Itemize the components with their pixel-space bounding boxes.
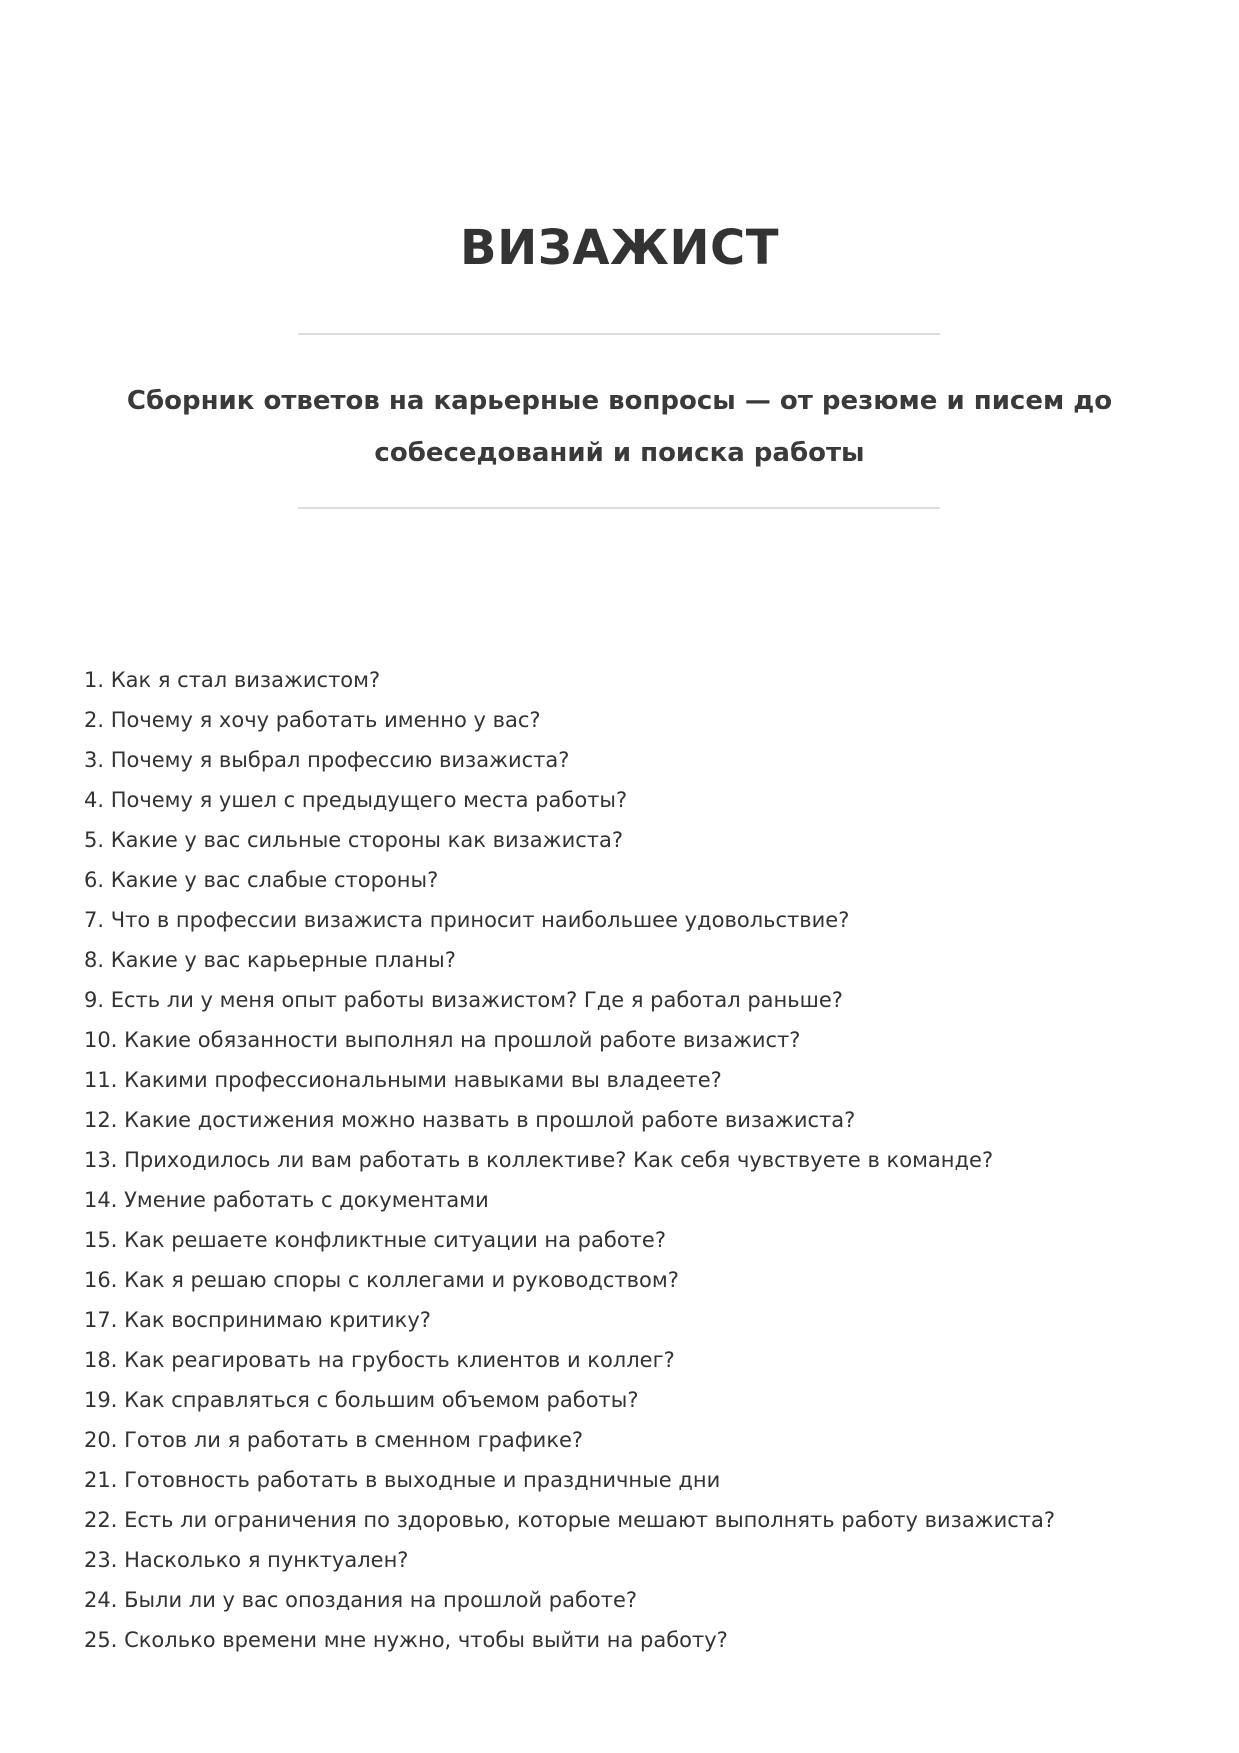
question-item: 20. Готов ли я работать в сменном графике? — [84, 1428, 584, 1452]
question-item: 13. Приходилось ли вам работать в коллективе? Как себя чувствуете в команде? — [84, 1148, 994, 1172]
question-item: 7. Что в профессии визажиста приносит наибольшее удовольствие? — [84, 908, 850, 932]
question-item: 24. Были ли у вас опоздания на прошлой работе? — [84, 1588, 638, 1612]
question-item: 5. Какие у вас сильные стороны как визажиста? — [84, 828, 624, 852]
question-item: 17. Как воспринимаю критику? — [84, 1308, 431, 1332]
question-item: 6. Какие у вас слабые стороны? — [84, 868, 439, 892]
question-item: 19. Как справляться с большим объемом работы? — [84, 1388, 639, 1412]
question-item: 9. Есть ли у меня опыт работы визажистом? Где я работал раньше? — [84, 988, 843, 1012]
question-item: 23. Насколько я пунктуален? — [84, 1548, 409, 1572]
question-item: 16. Как я решаю споры с коллегами и руководством? — [84, 1268, 679, 1292]
question-item: 15. Как решаете конфликтные ситуации на работе? — [84, 1228, 666, 1252]
question-item: 14. Умение работать с документами — [84, 1188, 489, 1212]
question-item: 22. Есть ли ограничения по здоровью, которые мешают выполнять работу визажиста? — [84, 1508, 1056, 1532]
top-divider — [298, 333, 940, 335]
question-item: 11. Какими профессиональными навыками вы владеете? — [84, 1068, 722, 1092]
page-title: ВИЗАЖИСТ — [460, 220, 779, 277]
question-item: 10. Какие обязанности выполнял на прошлой работе визажист? — [84, 1028, 801, 1052]
question-item: 21. Готовность работать в выходные и праздничные дни — [84, 1468, 721, 1492]
question-item: 12. Какие достижения можно назвать в прошлой работе визажиста? — [84, 1108, 856, 1132]
question-item: 2. Почему я хочу работать именно у вас? — [84, 708, 541, 732]
question-item: 18. Как реагировать на грубость клиентов и коллег? — [84, 1348, 675, 1372]
question-list — [84, 660, 1055, 1660]
question-item: 3. Почему я выбрал профессию визажиста? — [84, 748, 570, 772]
bottom-divider — [298, 507, 940, 509]
question-item: 8. Какие у вас карьерные планы? — [84, 948, 456, 972]
question-item: 1. Как я стал визажистом? — [84, 668, 381, 692]
question-item: 25. Сколько времени мне нужно, чтобы выйти на работу? — [84, 1628, 728, 1652]
page-subtitle: Сборник ответов на карьерные вопросы — от резюме и писем до собеседований и поиска работы — [126, 386, 1113, 468]
question-item: 4. Почему я ушел с предыдущего места работы? — [84, 788, 628, 812]
